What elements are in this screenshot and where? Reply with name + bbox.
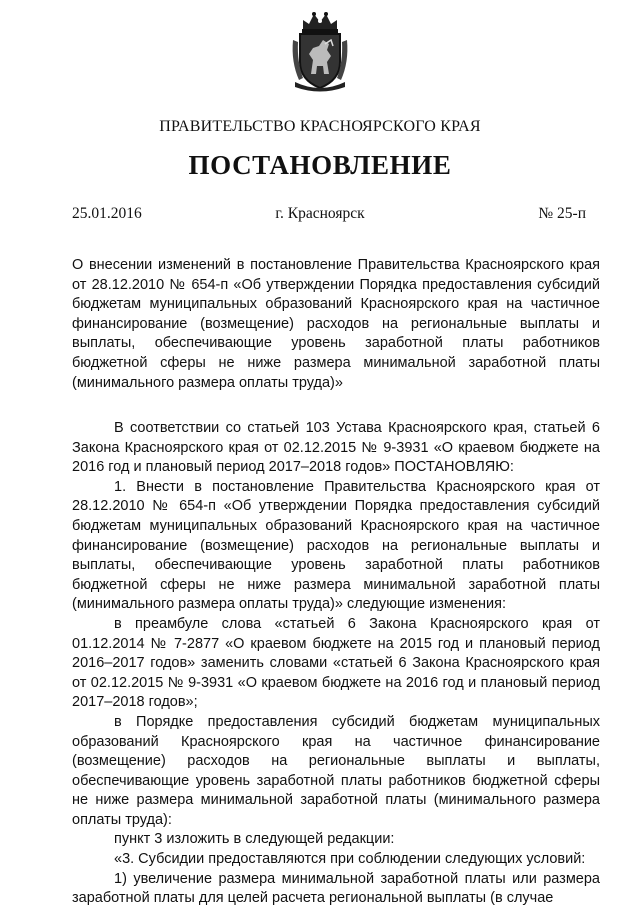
document-body [72, 419, 600, 909]
document-city: г. Красноярск [275, 205, 365, 222]
body-paragraph: «3. Субсидии предоставляются при соблюдении следующих условий: [114, 851, 586, 868]
body-paragraph: 1. Внести в постановление Правительства Красноярского края от 28.12.2010 № 654-п «Об утверждении Порядка предоставления субсидий бюджетам муниципальных образований Красноярского края на частичное финансирование (возмещение) расходов на региональные выплаты и выплаты, обеспечивающие уровень заработной платы работников бюджетной сферы не ниже размера минимальной заработной платы (минимального размера оплаты труда)» следующие изменения: [72, 478, 600, 613]
body-paragraph: в Порядке предоставления субсидий бюджетам муниципальных образований Красноярского края на частичное финансирование (возмещение) расходов на региональные выплаты и выплаты, обеспечивающие уровень заработной платы работников бюджетной сферы не ниже размера минимальной заработной платы (минимального размера оплаты труда): [72, 713, 600, 828]
body-paragraph: пункт 3 изложить в следующей редакции: [114, 831, 395, 848]
body-paragraph: 1) увеличение размера минимальной заработной платы или размера заработной платы для целей расчета региональной выплаты (в случае [72, 870, 600, 907]
coat-of-arms-icon [289, 10, 351, 92]
document-number: № 25-п [538, 205, 586, 222]
document-subject: О внесении изменений в постановление Правительства Красноярского края от 28.12.2010 № 654-п «Об утверждении Порядка предоставления субсидий бюджетам муниципальных образований Красноярского края на частичное финансирование (возмещение) расходов на региональные выплаты и выплаты, обеспечивающие уровень заработной платы работников бюджетной сферы не ниже размера минимальной заработной платы (минимального размера оплаты труда)» [72, 257, 600, 391]
body-paragraph: В соответствии со статьей 103 Устава Красноярского края, статьей 6 Закона Красноярского края от 02.12.2015 № 9-3931 «О краевом бюджете на 2016 год и плановый период 2017–2018 годов» ПОСТАНОВЛЯЮ: [72, 420, 600, 476]
document-type-title: ПОСТАНОВЛЕНИЕ [188, 150, 452, 180]
body-paragraph: в преамбуле слова «статьей 6 Закона Красноярского края от 01.12.2014 № 7-2877 «О краевом бюджете на 2015 год и плановый период 2016–2017 годов» заменить словами «статьей 6 Закона Красноярского края от 02.12.2015 № 9-3931 «О краевом бюджете на 2016 год и плановый период 2017–2018 годов»; [72, 615, 600, 711]
document-date: 25.01.2016 [72, 205, 142, 222]
government-name: ПРАВИТЕЛЬСТВО КРАСНОЯРСКОГО КРАЯ [159, 118, 481, 135]
